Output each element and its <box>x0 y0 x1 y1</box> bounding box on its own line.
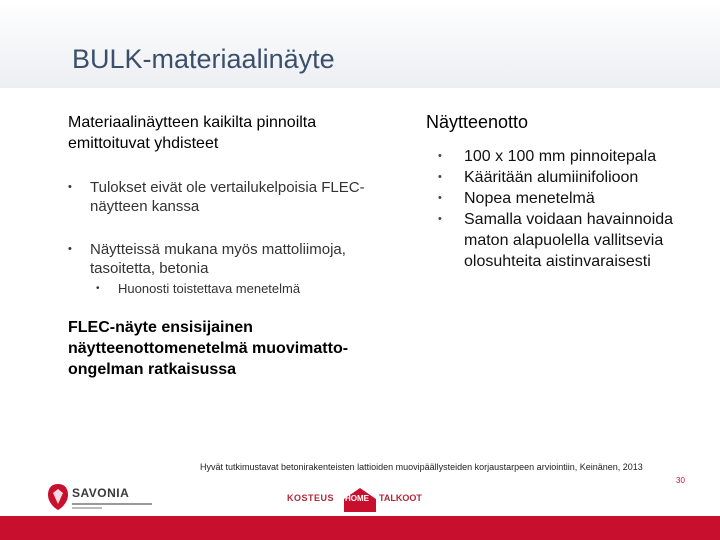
slide-title: BULK-materiaalinäyte <box>72 44 335 74</box>
savonia-logo <box>46 482 156 520</box>
partner-logo <box>287 487 422 515</box>
reference-text: Hyvät tutkimustavat betonirakenteisten lattioiden muovipäällysteiden korjaustarpeen arviointiin, Keinänen, 2013 <box>200 462 643 472</box>
partner-logo-right: TALKOOT <box>379 493 422 503</box>
left-bullet-2-text: Näytteissä mukana myös mattoliimoja, tasoitetta, betonia <box>90 241 346 277</box>
right-bullet-4-text: Samalla voidaan havainnoida maton alapuolella vallitsevia olosuhteita aistinvaraisesti <box>464 211 674 270</box>
bottom-bar <box>0 516 720 540</box>
bullet-dot: • <box>438 192 442 204</box>
left-sub-bullet <box>68 280 398 297</box>
savonia-tagline-graphic <box>72 502 162 510</box>
left-bullet-1 <box>68 178 398 216</box>
right-bullet-3 <box>438 188 696 209</box>
right-bullet-2 <box>438 167 696 188</box>
right-bullet-list <box>426 146 696 272</box>
right-bullet-1 <box>438 146 696 167</box>
partner-logo-center: HOME <box>345 494 369 503</box>
right-column <box>426 112 696 272</box>
right-bullet-1-text: 100 x 100 mm pinnoitepala <box>464 148 657 165</box>
page-number: 30 <box>676 476 685 485</box>
bullet-dot: • <box>68 243 72 255</box>
bullet-dot: • <box>438 171 442 183</box>
right-bullet-4 <box>438 209 696 272</box>
left-lead: Materiaalinäytteen kaikilta pinnoilta emittoituvat yhdisteet <box>68 114 317 152</box>
right-bullet-3-text: Nopea menetelmä <box>464 190 595 207</box>
right-bullet-2-text: Kääritään alumiinifolioon <box>464 169 639 186</box>
savonia-wordmark: SAVONIA <box>72 486 130 500</box>
left-column <box>68 112 398 380</box>
savonia-logo-icon <box>46 482 70 512</box>
bullet-dot: • <box>68 181 72 193</box>
bullet-dot: • <box>438 150 442 162</box>
right-title: Näytteenotto <box>426 112 529 132</box>
partner-logo-left: KOSTEUS <box>287 493 335 503</box>
left-bullet-1-text: Tulokset eivät ole vertailukelpoisia FLEC-näytteen kanssa <box>90 179 365 215</box>
bullet-dot: • <box>438 213 442 225</box>
left-sub-bullet-text: Huonosti toistettava menetelmä <box>118 281 301 296</box>
bullet-dot: • <box>96 283 100 294</box>
left-bullet-2 <box>68 240 398 278</box>
left-bold-note: FLEC-näyte ensisijainen näytteenottomenetelmä muovimatto-ongelman ratkaisussa <box>68 319 349 378</box>
